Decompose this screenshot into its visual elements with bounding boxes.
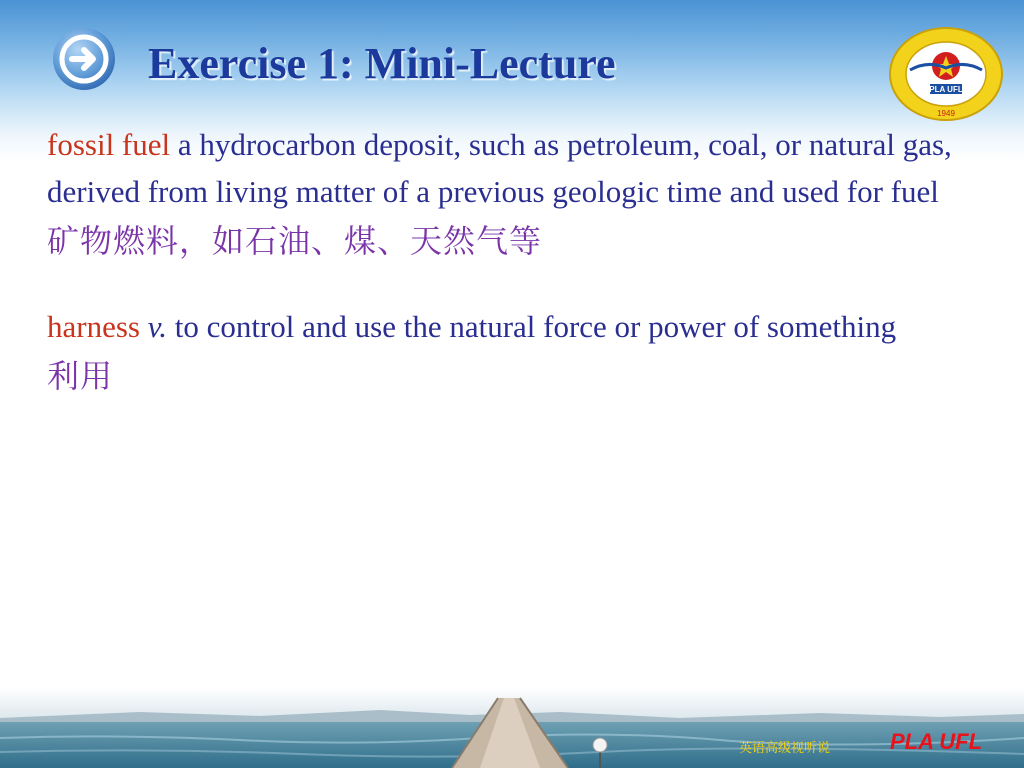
school-emblem-icon [888, 26, 1004, 122]
arrow-right-icon [51, 26, 117, 92]
vocab-term: harness [47, 309, 140, 344]
vocab-entry-harness [47, 303, 987, 350]
footer-course-name: 英语高级视听说 [739, 741, 831, 756]
vocab-term: fossil fuel [47, 127, 171, 162]
footer-sea-background [0, 688, 1024, 768]
logo-year-text: 1949 [937, 109, 955, 118]
logo-center-text: PLA UFL [929, 85, 963, 94]
vocab-definition: a hydrocarbon deposit, such as petroleum, coal, or natural gas, derived from living matter of a previous geologic time and used for fuel [47, 127, 952, 209]
vocab-definition: to control and use the natural force or power of something [166, 309, 897, 344]
vocab-entry-fossil-fuel [47, 121, 987, 215]
footer-brand: PLA UFL [890, 729, 983, 754]
vocab-chinese-translation: 矿物燃料，如石油、煤、天然气等 [47, 222, 543, 260]
vocabulary-content [47, 121, 987, 400]
next-slide-button[interactable] [51, 26, 117, 92]
vocab-chinese-translation: 利用 [47, 357, 114, 395]
vocab-part-of-speech: v. [147, 309, 167, 344]
page-title: Exercise 1: Mini-Lecture [148, 39, 616, 88]
